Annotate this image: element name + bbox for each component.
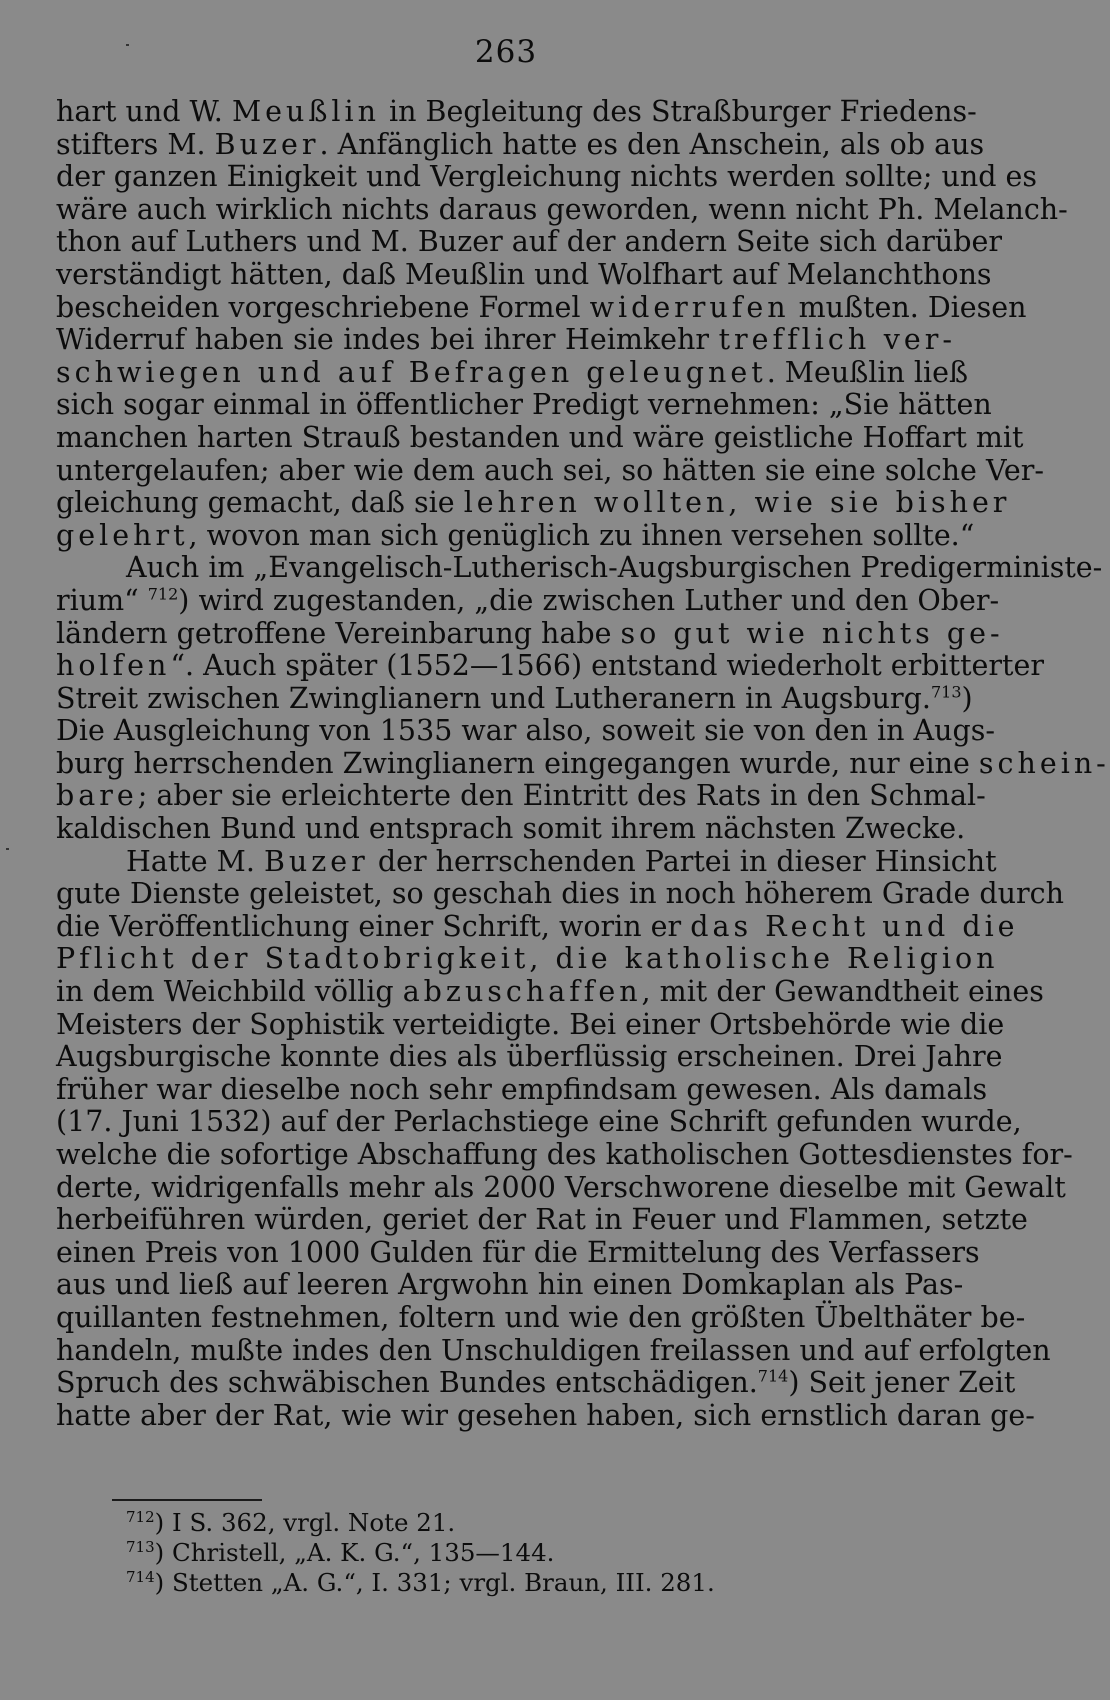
text-run: kaldischen Bund und entsprach somit ihrem nächsten Zwecke. [56,812,966,846]
text-line [56,355,969,390]
text-run: verständigt hätten, daß Meußlin und Wolfhart auf Melanchthons [56,257,992,291]
text-run: . Meußlin ließ [766,355,969,389]
text-run: wäre auch wirklich nichts daraus geworden, wenn nicht Ph. Melanch- [56,192,1068,226]
text-line [56,1040,1003,1074]
spaced-text: schwiegen und auf Befragen geleugnet [56,355,767,389]
text-line [56,877,1064,911]
spaced-text: so gut wie nichts ge- [620,616,1004,650]
spaced-text: lehren wollten, wie sie bisher [463,486,1011,520]
spaced-text: Meußlin [231,95,380,128]
text-run: ) Seit jener Zeit [788,1366,1016,1400]
text-line [56,779,986,813]
spaced-text: abzuschaffen [402,975,642,1009]
text-line [56,975,1044,1009]
footnote [126,1508,886,1538]
text-line [56,909,1019,944]
text-line [56,649,1044,683]
text-line [56,1007,1005,1042]
text-run: bescheiden vorgeschriebene Formel [56,290,590,324]
text-run: Streit zwischen Zwinglianern und Lutheranern in Augsburg. [56,681,931,715]
text-line [56,1300,1026,1335]
text-run: in Begleitung des Straßburger Friedens- [379,95,977,128]
text-run: Meisters der Sophistik verteidigte. Bei einer Ortsbehörde wie die [56,1007,1005,1041]
scan-speck [6,848,9,850]
text-line [56,388,992,422]
spaced-text: bare [56,779,138,813]
footnote-ref: 714 [757,1366,789,1386]
text-run: aus und ließ auf leeren Argwohn hin einen Domkaplan als Pas- [56,1268,964,1302]
footnote-rule [112,1499,262,1501]
footnote-number: 714 [126,1567,155,1586]
text-run: Auch im „Evangelisch-Lutherisch-Augsburgischen Predigerministe- [126,551,1103,585]
spaced-text: holfen [56,649,171,683]
text-line [56,192,1068,227]
text-run: gleichung gemacht, daß sie [56,486,464,520]
text-run: . Anfänglich hatte es den Anschein, als ob aus [319,127,985,161]
text-run: sich sogar einmal in öffentlicher Predigt vernehmen: „Sie hätten [56,388,992,422]
text-line [56,746,1110,781]
text-run: in dem Weichbild völlig [56,975,403,1009]
text-line [56,127,985,162]
text-line [56,1072,988,1107]
text-line [56,1235,980,1270]
text-line [56,518,975,553]
spaced-text: gelehrt [56,518,189,552]
spaced-text: widerrufen [589,290,790,324]
text-line [56,844,997,879]
footnote-ref: 712 [147,584,179,604]
text-line [56,1333,1051,1368]
footnote-text: ) I S. 362, vrgl. Note 21. [154,1508,456,1537]
text-run: welche die sofortige Abschaffung des katholischen Gottesdienstes for- [56,1138,1073,1171]
text-run: Spruch des schwäbischen Bundes entschädigen. [56,1366,758,1400]
text-run: Widerruf haben sie indes bei ihrer Heimkehr [56,323,719,357]
text-line [56,160,1038,194]
text-line [56,453,1045,488]
text-run: , wovon man sich genüglich zu ihnen versehen sollte.“ [188,518,975,552]
text-line [56,1366,1016,1400]
text-run: ) wird zugestanden, „die zwischen Luther und den Ober- [178,583,1000,617]
text-run: “. Auch später (1552—1566) entstand wiederholt erbitterter [170,649,1044,683]
text-line [56,290,1027,325]
footnote-number: 712 [126,1507,155,1526]
footnote [126,1538,886,1568]
footnote-ref: 713 [930,682,962,702]
text-run: hatte aber der Rat, wie wir gesehen haben, sich ernstlich daran ge- [56,1398,1035,1432]
footnote-text: ) Stetten „A. G.“, I. 331; vrgl. Braun, III. 281. [154,1568,715,1597]
text-run: , mit der Gewandtheit eines [641,975,1044,1009]
text-line [56,1398,1035,1433]
text-line [56,95,977,129]
text-run: quillanten festnehmen, foltern und wie den größten Übelthäter be- [56,1300,1026,1334]
text-line [56,812,966,846]
text-run: ländern getroffene Vereinbarung habe [56,616,621,650]
footnote-number: 713 [126,1537,155,1556]
spaced-text: Buzer [214,127,320,161]
footnotes [126,1508,886,1598]
text-run: ; aber sie erleichterte den Eintritt des Rats in den Schmal- [137,779,986,813]
text-line [56,616,1004,651]
text-run: Die Ausgleichung von 1535 war also, soweit sie von den in Augs- [56,714,995,748]
text-run: mußten. Diesen [789,290,1027,324]
text-line [56,225,1002,259]
text-run: Augsburgische konnte dies als überflüssig erscheinen. Drei Jahre [56,1040,1003,1074]
text-line [56,551,1103,585]
text-line [56,257,992,292]
page-number: 263 [474,34,538,70]
spaced-text: Pflicht der Stadtobrigkeit, die katholische Religion [56,942,999,976]
text-run: ) [961,681,973,715]
text-run: der herrschenden Partei in dieser Hinsicht [368,844,997,878]
text-line [56,1105,1022,1139]
text-run: stifters M. [56,127,215,161]
text-run: derte, widrigenfalls mehr als 2000 Verschworene dieselbe mit Gewalt [56,1170,1066,1204]
text-line [56,942,999,976]
spaced-text: trefflich ver- [718,323,956,357]
scan-speck [126,44,129,46]
text-run: thon auf Luthers und M. Buzer auf der andern Seite sich darüber [56,225,1002,259]
text-run: gute Dienste geleistet, so geschah dies in noch höherem Grade durch [56,877,1064,911]
text-line [56,1268,964,1302]
text-line [56,1138,1073,1172]
spaced-text: Buzer [263,844,369,878]
text-line [56,681,973,716]
text-run: der ganzen Einigkeit und Vergleichung nichts werden sollte; und es [56,160,1038,194]
text-line [56,324,956,357]
text-run: herbeiführen würden, geriet der Rat in Feuer und Flammen, setzte [56,1203,1028,1237]
spaced-text: das Recht und die [690,909,1019,943]
text-line [56,583,1000,618]
text-run: hart und W. [56,95,232,128]
text-run: einen Preis von 1000 Gulden für die Ermittelung des Verfassers [56,1235,980,1269]
text-run: manchen harten Strauß bestanden und wäre geistliche Hoffart mit [56,420,1024,454]
text-line [56,486,1011,520]
spaced-text: schein- [978,746,1110,780]
text-line [56,1170,1066,1205]
text-run: früher war dieselbe noch sehr empfindsam gewesen. Als damals [56,1072,988,1106]
text-run: burg herrschenden Zwinglianern eingegangen wurde, nur eine [56,746,979,780]
text-run: die Veröffentlichung einer Schrift, worin er [56,909,691,943]
text-run: handeln, mußte indes den Unschuldigen freilassen und auf erfolgten [56,1333,1051,1367]
footnote-text: ) Christell, „A. K. G.“, 135—144. [154,1538,555,1567]
text-run: (17. Juni 1532) auf der Perlachstiege eine Schrift gefunden wurde, [56,1105,1022,1139]
text-line [56,1203,1028,1237]
text-line [56,420,1024,455]
main-text [56,95,1110,1432]
text-line [56,714,995,748]
text-run: Hatte M. [126,844,264,878]
text-run: untergelaufen; aber wie dem auch sei, so hätten sie eine solche Ver- [56,453,1045,487]
footnote [126,1568,886,1598]
text-run: rium“ [56,583,148,617]
